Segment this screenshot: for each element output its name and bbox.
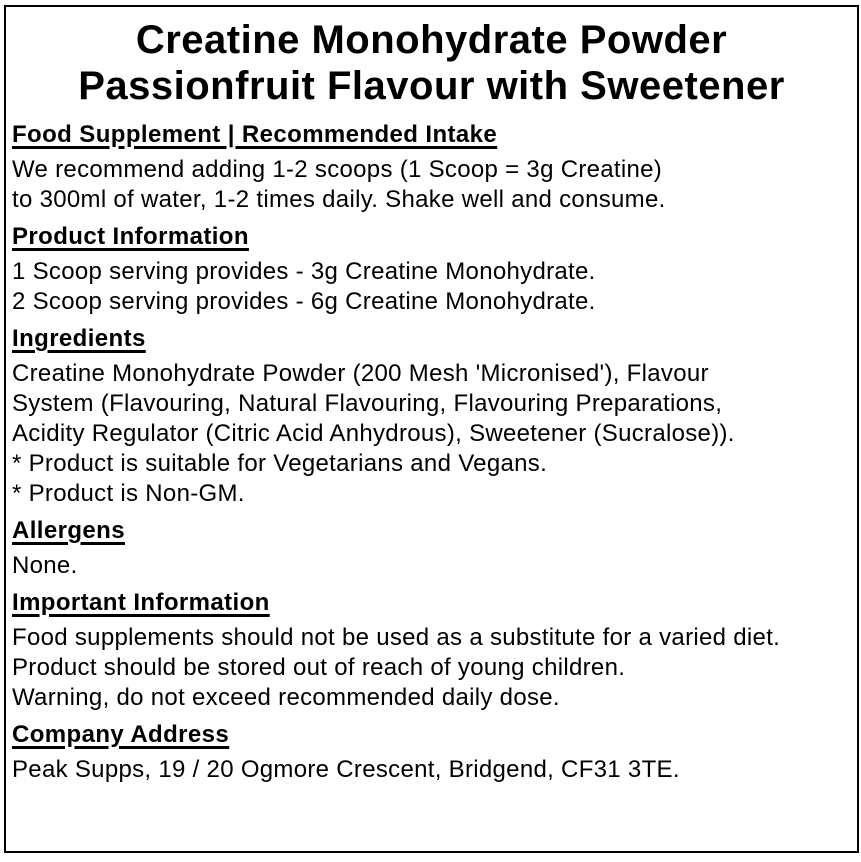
section-company-address: [12, 713, 857, 785]
section-recommended-intake: [12, 113, 857, 215]
body-line: We recommend adding 1-2 scoops (1 Scoop = 3g Creatine): [12, 156, 663, 183]
body-line: System (Flavouring, Natural Flavouring, Flavouring Preparations,: [12, 390, 723, 417]
section-heading-ingredients: Ingredients: [12, 325, 146, 352]
body-line: Warning, do not exceed recommended daily dose.: [12, 684, 560, 711]
body-line: 2 Scoop serving provides - 6g Creatine Monohydrate.: [12, 288, 596, 315]
product-title: [12, 17, 851, 109]
body-line: * Product is Non-GM.: [12, 480, 245, 507]
product-title-line-2: Passionfruit Flavour with Sweetener: [78, 64, 785, 108]
body-line: Creatine Monohydrate Powder (200 Mesh 'Micronised'), Flavour: [12, 360, 709, 387]
body-line: Peak Supps, 19 / 20 Ogmore Crescent, Bridgend, CF31 3TE.: [12, 756, 680, 783]
section-heading-recommended-intake: Food Supplement | Recommended Intake: [12, 121, 498, 148]
section-heading-important-information: Important Information: [12, 589, 270, 616]
section-product-information: [12, 215, 857, 317]
supplement-label: [4, 5, 859, 853]
section-heading-allergens: Allergens: [12, 517, 125, 544]
body-line: 1 Scoop serving provides - 3g Creatine Monohydrate.: [12, 258, 596, 285]
section-ingredients: [12, 317, 857, 509]
product-title-line-1: Creatine Monohydrate Powder: [135, 18, 728, 62]
section-heading-company-address: Company Address: [12, 721, 230, 748]
body-line: Food supplements should not be used as a substitute for a varied diet.: [12, 624, 781, 651]
body-line: None.: [12, 552, 78, 579]
body-line: Product should be stored out of reach of young children.: [12, 654, 626, 681]
body-line: Acidity Regulator (Citric Acid Anhydrous), Sweetener (Sucralose)).: [12, 420, 735, 447]
section-heading-product-information: Product Information: [12, 223, 249, 250]
section-important-information: [12, 581, 857, 713]
body-line: * Product is suitable for Vegetarians and Vegans.: [12, 450, 548, 477]
body-line: to 300ml of water, 1-2 times daily. Shake well and consume.: [12, 186, 666, 213]
section-allergens: [12, 509, 857, 581]
